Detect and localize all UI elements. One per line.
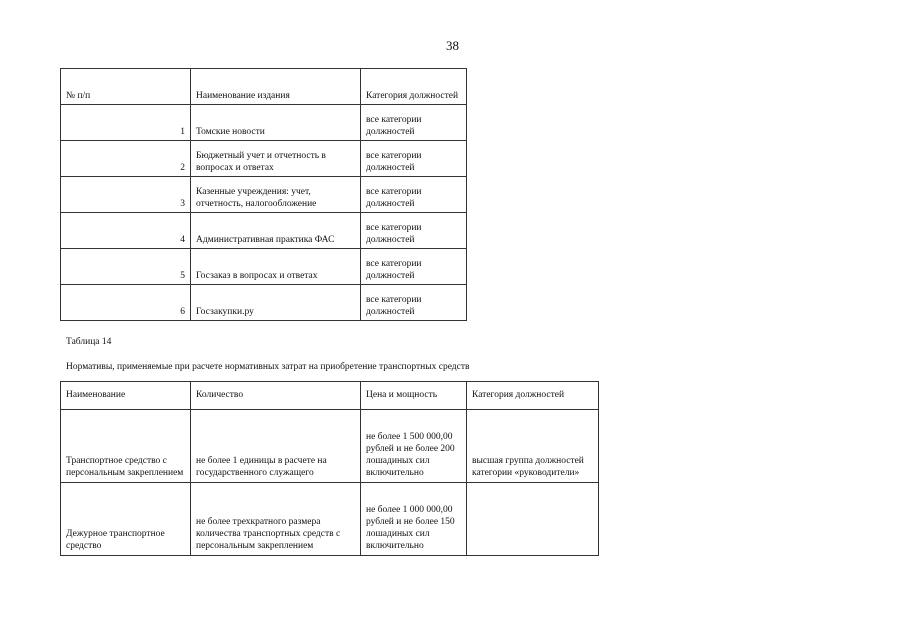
- table-row: [61, 410, 599, 483]
- row-number: 6: [61, 285, 191, 321]
- row-number: 2: [61, 141, 191, 177]
- header-publication-name: Наименование издания: [191, 69, 361, 105]
- table-label: Таблица 14: [66, 337, 112, 347]
- page-number: 38: [446, 38, 459, 53]
- table-row: [61, 141, 467, 177]
- position-category: все категории должностей: [361, 285, 467, 321]
- publication-name: Административная практика ФАС: [191, 213, 361, 249]
- publication-name: Госзаказ в вопросах и ответах: [191, 249, 361, 285]
- header-price-power: Цена и мощность: [361, 382, 467, 410]
- table-header-row: [61, 69, 467, 105]
- table-row: [61, 285, 467, 321]
- vehicle-name: Транспортное средство с персональным закреплением: [61, 410, 191, 483]
- header-category: Категория должностей: [361, 69, 467, 105]
- vehicle-quantity: не более 1 единицы в расчете на государственного служащего: [191, 410, 361, 483]
- table-title: Нормативы, применяемые при расчете нормативных затрат на приобретение транспортных средств: [66, 362, 470, 372]
- vehicle-quantity: не более трехкратного размера количества транспортных средств с персональным закреплением: [191, 483, 361, 556]
- header-name: Наименование: [61, 382, 191, 410]
- publication-name: Госзакупки.ру: [191, 285, 361, 321]
- publication-name: Казенные учреждения: учет, отчетность, налогообложение: [191, 177, 361, 213]
- row-number: 3: [61, 177, 191, 213]
- vehicles-norms-table: [60, 381, 599, 556]
- header-number: № п/п: [61, 69, 191, 105]
- header-quantity: Количество: [191, 382, 361, 410]
- vehicle-category: [467, 483, 599, 556]
- table-row: [61, 105, 467, 141]
- table-row: [61, 249, 467, 285]
- header-category: Категория должностей: [467, 382, 599, 410]
- table-row: [61, 483, 599, 556]
- table-header-row: [61, 382, 599, 410]
- publication-name: Бюджетный учет и отчетность в вопросах и ответах: [191, 141, 361, 177]
- vehicle-price-power: не более 1 500 000,00 рублей и не более 200 лошадиных сил включительно: [361, 410, 467, 483]
- position-category: все категории должностей: [361, 141, 467, 177]
- vehicle-price-power: не более 1 000 000,00 рублей и не более 150 лошадиных сил включительно: [361, 483, 467, 556]
- position-category: все категории должностей: [361, 105, 467, 141]
- row-number: 5: [61, 249, 191, 285]
- table-row: [61, 177, 467, 213]
- vehicle-category: высшая группа должностей категории «руководители»: [467, 410, 599, 483]
- table-row: [61, 213, 467, 249]
- row-number: 4: [61, 213, 191, 249]
- publications-table: [60, 68, 467, 321]
- vehicle-name: Дежурное транспортное средство: [61, 483, 191, 556]
- publication-name: Томские новости: [191, 105, 361, 141]
- row-number: 1: [61, 105, 191, 141]
- position-category: все категории должностей: [361, 177, 467, 213]
- position-category: все категории должностей: [361, 213, 467, 249]
- position-category: все категории должностей: [361, 249, 467, 285]
